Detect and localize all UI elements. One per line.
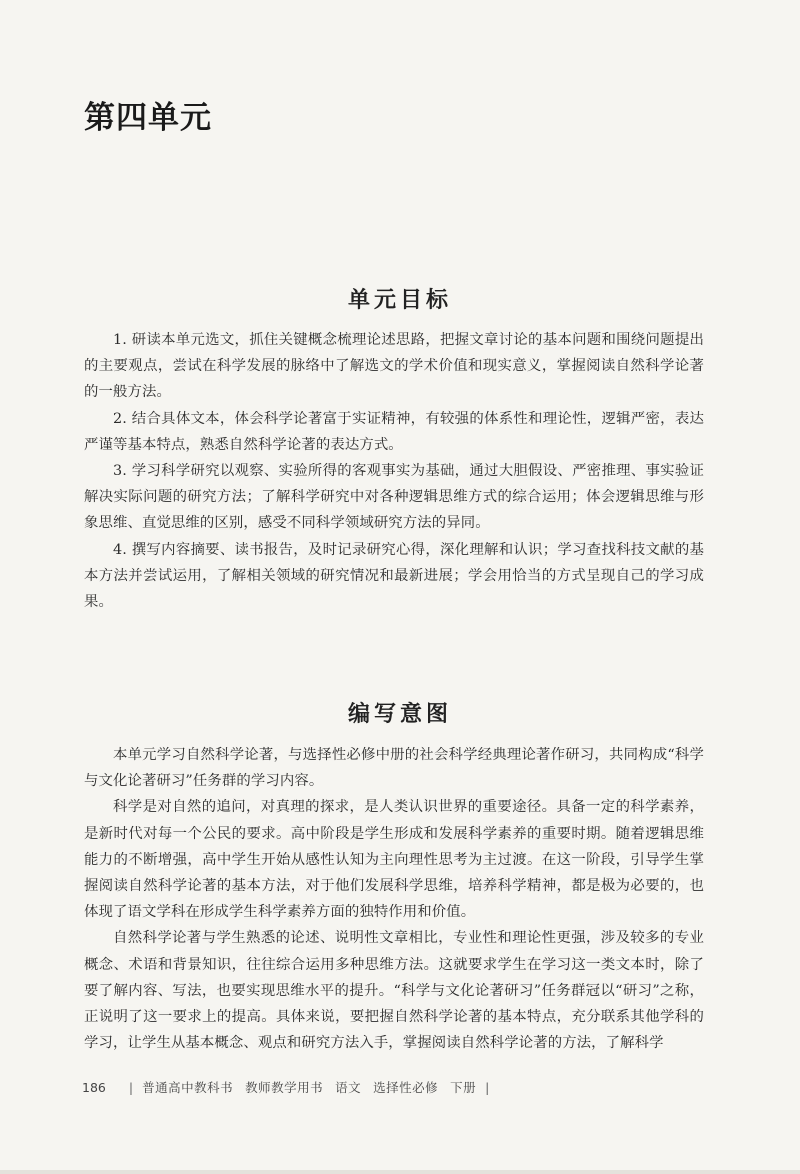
- page-number: 186: [82, 1079, 106, 1095]
- footer-book-type: 教师教学用书: [245, 1080, 324, 1095]
- goal-item-1: 1. 研读本单元选文，抓住关键概念梳理论述思路，把握文章讨论的基本问题和围绕问题提出的主要观点，尝试在科学发展的脉络中了解选文的学术价值和现实意义，掌握阅读自然科学论著的一般方法。: [84, 332, 704, 401]
- goal-item-2: 2. 结合具体文本，体会科学论著富于实证精神，有较强的体系性和理论性，逻辑严密，表达严谨等基本特点，熟悉自然科学论著的表达方式。: [84, 410, 704, 453]
- intent-paragraph-2: 科学是对自然的追问，对真理的探求，是人类认识世界的重要途径。具备一定的科学素养，是新时代对每一个公民的要求。高中阶段是学生形成和发展科学素养的重要时期。随着逻辑思维能力的不断增强，高中学生开始从感性认知为主向理性思考为主过渡。在这一阶段，引导学生掌握阅读自然科学论著的基本方法，对于他们发展科学思维，培养科学精神，都是极为必要的，也体现了语文学科在形成学生科学素养方面的独特作用和价值。: [84, 799, 704, 921]
- section-heading-unit-goals: 单元目标: [347, 287, 452, 313]
- footer-divider-end: |: [485, 1079, 490, 1095]
- footer-series: 普通高中教科书: [142, 1080, 234, 1095]
- intent-paragraph-3: 自然科学论著与学生熟悉的论述、说明性文章相比，专业性和理论性更强，涉及较多的专业概念、术语和背景知识，往往综合运用多种思维方法。这就要求学生在学习这一类文本时，除了要了解内容、写法，也要实现思维水平的提升。“科学与文化论著研习”任务群冠以“研习”之称，正说明了这一要求上的提高。具体来说，要把握自然科学论著的基本特点，充分联系其他学科的学习，让学生从基本概念、观点和研究方法入手，掌握阅读自然科学论著的方法，了解科学: [84, 930, 704, 1052]
- writing-intent-body: [84, 742, 704, 1056]
- goal-item-4: 4. 撰写内容摘要、读书报告，及时记录研究心得，深化理解和认识；学习查找科技文献的基本方法并尝试运用，了解相关领域的研究情况和最新进展；学会用恰当的方式呈现自己的学习成果。: [84, 541, 704, 611]
- footer-divider: |: [128, 1079, 134, 1095]
- chapter-title: 第四单元: [84, 100, 212, 136]
- intent-paragraph-1: 本单元学习自然科学论著，与选择性必修中册的社会科学经典理论著作研习，共同构成“科学与文化论著研习”任务群的学习内容。: [84, 747, 704, 790]
- footer-volume: 选择性必修: [373, 1080, 439, 1095]
- goal-item-3: 3. 学习科学研究以观察、实验所得的客观事实为基础，通过大胆假设、严密推理、事实验证解决实际问题的研究方法；了解科学研究中对各种逻辑思维方式的综合运用；体会逻辑思维与形象思维、直觉思维的区别，感受不同科学领域研究方法的异同。: [84, 463, 704, 532]
- section-heading-writing-intent: 编写意图: [347, 701, 452, 727]
- footer-subject: 语文: [335, 1080, 362, 1095]
- page-bottom-edge: [0, 1170, 800, 1174]
- page-footer: [82, 1078, 498, 1096]
- unit-goals-list: [84, 327, 704, 615]
- footer-part: 下册: [450, 1080, 477, 1095]
